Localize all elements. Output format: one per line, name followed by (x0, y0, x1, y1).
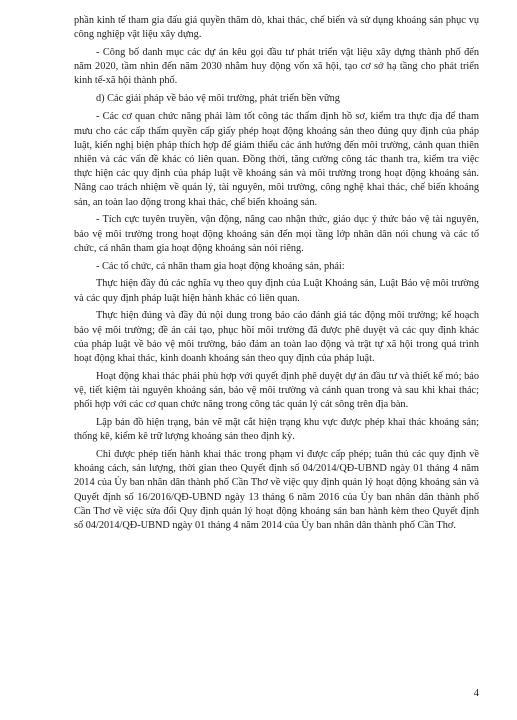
paragraph-propaganda: - Tích cực tuyên truyền, vận động, nâng cao nhận thức, giáo dục ý thức bảo vệ tài nguyên, bảo vệ môi trường trong hoạt động khoáng sản đến mọi tầng lớp nhân dân nói chung và các tổ chức, cá nhân tham gia hoạt động khoáng sản nói riêng. (74, 214, 479, 254)
paragraph-project-list: - Công bố danh mục các dự án kêu gọi đầu tư phát triển vật liệu xây dựng thành phố đến năm 2020, tầm nhìn đến năm 2030 nhằm huy động vốn xã hội, tạo cơ sở hạ tầng cho phát triển kinh tế-xã hội thành phố. (74, 47, 479, 87)
paragraph-licensed-scope: Chỉ được phép tiến hành khai thác trong phạm vi được cấp phép; tuân thủ các quy định về khoảng cách, sản lượng, thời gian theo Quyết định số 04/2014/QĐ-UBND ngày 01 tháng 4 năm 2014 của Ủy ban nhân dân thành phố Cần Thơ về việc quy định quản lý hoạt động khoáng sản và Quyết định số 16/2016/QĐ-UBND ngày 13 tháng 6 năm 2016 của Ủy ban nhân dân thành phố Cần Thơ về việc sửa đổi Quy định quản lý hoạt động khoáng sản ban hành kèm theo Quyết định số 04/2014/QĐ-UBND ngày 01 tháng 4 năm 2014 của Ủy ban nhân dân thành phố Cần Thơ. (74, 449, 479, 532)
paragraph-impact-report: Thực hiện đúng và đầy đủ nội dung trong báo cáo đánh giá tác động môi trường; kế hoạch bảo vệ môi trường; đề án cải tạo, phục hồi môi trường đã được phê duyệt và các quy định khác của pháp luật về bảo vệ môi trường, bảo đảm an toàn lao động và trật tự xã hội trong quá trình hoạt động khai thác, kinh doanh khoáng sản theo quy định của pháp luật. (74, 310, 479, 365)
paragraph-mapping: Lập bản đồ hiện trạng, bản vẽ mặt cắt hiện trạng khu vực được phép khai thác khoáng sản; thống kê, kiểm kê trữ lượng khoáng sản theo định kỳ. (74, 417, 479, 443)
paragraph-mining-activity: Hoạt động khai thác phải phù hợp với quyết định phê duyệt dự án đầu tư và thiết kế mỏ; bảo vệ, tiết kiệm tài nguyên khoáng sản, bảo vệ môi trường và cảnh quan trong và sau khi khai thác; phối hợp với các cơ quan chức năng trong công tác quản lý cát sông trên địa bàn. (74, 370, 479, 411)
document-body (74, 14, 479, 533)
paragraph-agencies: - Các cơ quan chức năng phải làm tốt công tác thẩm định hồ sơ, kiểm tra thực địa để tham mưu cho các cấp thẩm quyền cấp giấy phép hoạt động khoáng sản theo đúng quy định của pháp luật, kiến nghị biện pháp thích hợp để giảm thiểu các ảnh hưởng đến môi trường, cảnh quan thiên nhiên và các vấn đề khác có liên quan. Đồng thời, tăng cường công tác thanh tra, kiểm tra việc thực hiện các quy định của pháp luật về khoáng sản và môi trường trong hoạt động khoáng sản. Nâng cao trách nhiệm về quản lý, tài nguyên, môi trường, công nghệ khai thác, chế biến khoáng sản, an toàn lao động trong khai thác, chế biến khoáng sản. (74, 111, 479, 208)
page-number: 4 (473, 688, 479, 699)
paragraph-continuation: phần kinh tế tham gia đấu giá quyền thăm dò, khai thác, chế biến và sử dụng khoáng sản phục vụ công nghiệp vật liệu xây dựng. (74, 15, 479, 41)
paragraph-obligations: Thực hiện đầy đủ các nghĩa vụ theo quy định của Luật Khoáng sản, Luật Bảo vệ môi trường và các quy định pháp luật hiện hành khác có liên quan. (74, 278, 479, 304)
section-heading-environment: d) Các giải pháp về bảo vệ môi trường, phát triển bền vững (96, 93, 340, 105)
paragraph-organizations-intro: - Các tổ chức, cá nhân tham gia hoạt động khoáng sản, phải: (96, 260, 345, 272)
